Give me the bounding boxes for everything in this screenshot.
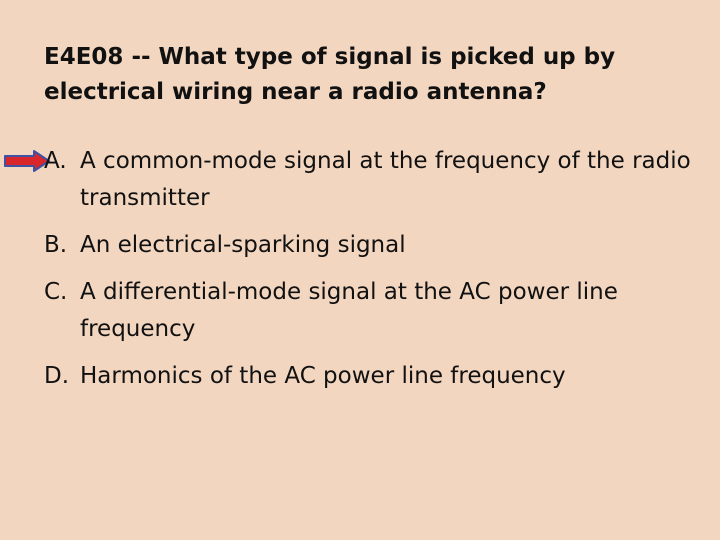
answer-letter: D. bbox=[44, 363, 70, 389]
answer-option-c bbox=[44, 274, 704, 348]
answer-letter: C. bbox=[44, 279, 68, 305]
answer-list bbox=[44, 143, 704, 405]
answer-option-d bbox=[44, 358, 704, 395]
answer-text: A differential-mode signal at the AC power line frequency bbox=[80, 279, 618, 342]
answer-letter: A. bbox=[44, 148, 67, 174]
answer-letter: B. bbox=[44, 232, 68, 258]
question-text: E4E08 -- What type of signal is picked up by electrical wiring near a radio antenna? bbox=[44, 44, 616, 105]
answer-text: A common-mode signal at the frequency of the radio transmitter bbox=[80, 148, 691, 211]
answer-option-a bbox=[44, 143, 704, 217]
answer-text: Harmonics of the AC power line frequency bbox=[80, 363, 566, 389]
answer-option-b bbox=[44, 227, 704, 264]
answer-text: An electrical-sparking signal bbox=[80, 232, 406, 258]
